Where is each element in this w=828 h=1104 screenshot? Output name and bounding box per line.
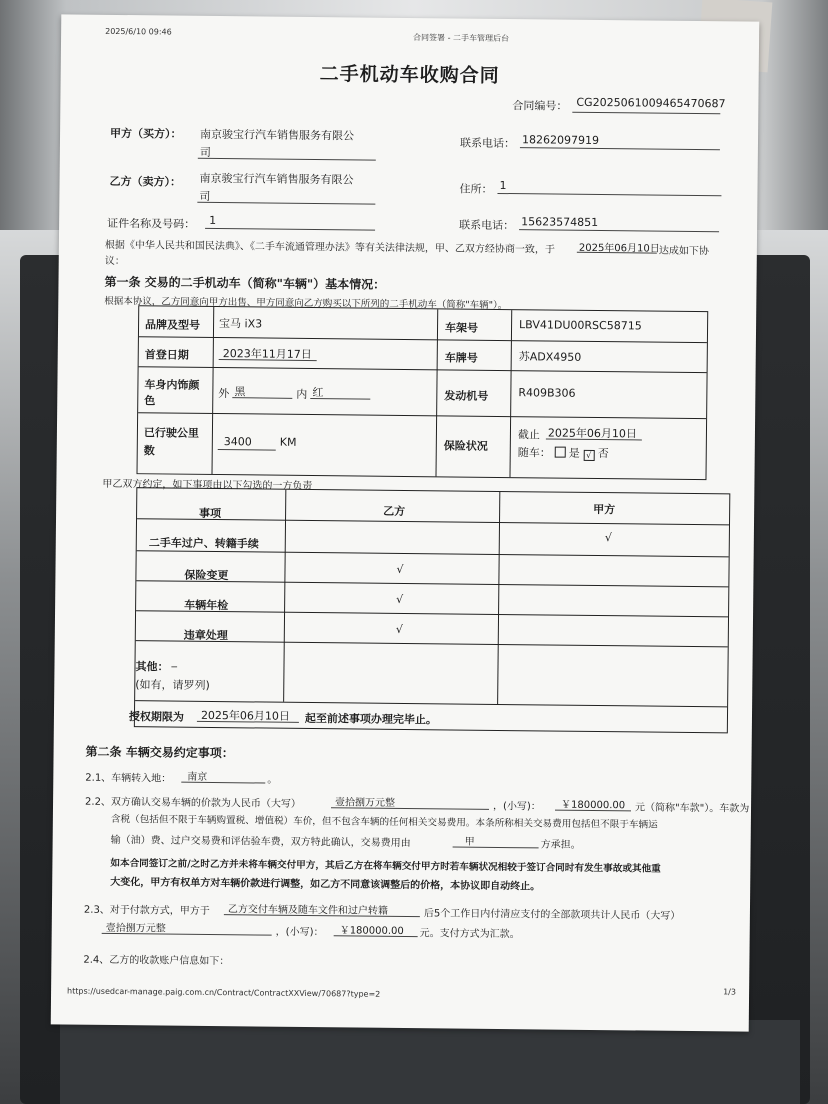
plate-value: 苏ADX4950 <box>518 350 582 364</box>
ins-follow-label: 随车： <box>517 446 551 460</box>
party-b-id-label: 证件名称及号码： <box>107 216 196 231</box>
party-b-addr-label: 住所： <box>459 182 493 196</box>
party-b-phone-label: 联系电话： <box>459 218 515 233</box>
mileage-value: 3400 <box>223 435 252 449</box>
deadline-label: 授权期限为 <box>128 710 185 724</box>
no-label: 否 <box>597 447 609 461</box>
int-prefix: 内 <box>296 387 308 401</box>
c22-line3b: 方承担。 <box>540 839 581 851</box>
c21-value: 南京 <box>187 771 208 783</box>
duty-table-intro: 甲乙双方约定，如下事项由以下勾选的一方负责 <box>102 478 313 493</box>
c23-a: 2.3、对于付款方式，甲方于 <box>83 904 210 917</box>
reg-date-value: 2023年11月17日 <box>222 347 312 362</box>
color-label-2: 色 <box>144 394 156 408</box>
duty-row-3-item: 违章处理 <box>183 628 228 643</box>
c22-line2: 含税（包括但不限于车辆购置税、增值税）车价，但不包含车辆的任何相关交易费用。本条所称相关交易费用包括但不限于车辆运 <box>110 813 658 831</box>
c22-upper: 壹拾捌万元整 <box>335 797 396 809</box>
other-note: (如有，请罗列) <box>135 678 210 692</box>
c23-condition: 乙方交付车辆及随车文件和过户转籍 <box>227 904 388 917</box>
color-label-1: 车身内饰颜 <box>144 378 200 392</box>
c22-b: ，(小写)： <box>492 800 541 813</box>
vehicle-info-table <box>136 305 708 480</box>
int-color: 红 <box>312 386 324 400</box>
other-label: 其他： <box>135 660 169 674</box>
ext-prefix: 外 <box>218 387 230 401</box>
c22-c: 元（简称"车款"）。车款为 <box>634 802 750 815</box>
vin-label: 车架号 <box>444 321 479 335</box>
c22-bold-1: 如本合同签订之前/之时乙方并未将车辆交付甲方，其后乙方在将车辆交付甲方时若车辆状况相较于签订合同时有发生事故或其他重 <box>110 857 661 875</box>
brand-label: 品牌及型号 <box>144 318 201 332</box>
ins-follow-row <box>518 444 609 461</box>
print-page-number: 1/3 <box>723 987 737 997</box>
engine-value: R409B306 <box>518 386 576 400</box>
ext-color: 黑 <box>234 385 246 399</box>
party-a-name-2: 司 <box>199 145 211 159</box>
mileage-label-1: 已行驶公里 <box>143 426 199 440</box>
party-b-name-1: 南京骏宝行汽车销售服务有限公 <box>199 171 354 187</box>
col-item-header: 事项 <box>199 506 222 521</box>
party-b-phone: 15623574851 <box>521 215 599 230</box>
insurance-label: 保险状况 <box>443 439 488 453</box>
ins-until-date: 2025年06月10日 <box>547 426 638 441</box>
preamble-text-2: 达成如下协 <box>658 245 709 258</box>
duty-row-1-b: √ <box>396 562 404 576</box>
c23-c: ，(小写)： <box>275 926 324 939</box>
article-1-intro: 根据本协议，乙方同意向甲方出售、甲方同意向乙方购买以下所列的二手机动车（简称"车辆"）。 <box>104 295 508 312</box>
c21-label: 2.1、车辆转入地： <box>85 772 172 785</box>
no-checkbox[interactable]: √ <box>583 450 594 461</box>
print-url: https://usedcar-manage.paig.com.cn/Contract/ContractXXView/70687?type=2 <box>67 986 381 999</box>
other-value: _ <box>171 654 178 668</box>
printer-base <box>60 1020 800 1104</box>
duty-row-1-item: 保险变更 <box>184 568 229 583</box>
c22-bold-2: 大变化，甲方有权单方对车辆价款进行调整，如乙方不同意该调整后的价格，本协议即自动终止。 <box>110 876 541 893</box>
party-a-name-1: 南京骏宝行汽车销售服务有限公 <box>199 127 355 143</box>
duty-row-0-a: √ <box>604 531 612 545</box>
party-b-label: 乙方（卖方）： <box>109 174 182 189</box>
reg-date-label: 首登日期 <box>144 348 189 362</box>
contract-no-label: 合同编号： <box>512 99 568 113</box>
mileage-label-2: 数 <box>143 444 155 458</box>
c22-a: 2.2、双方确认交易车辆的价款为人民币（大写） <box>85 796 302 810</box>
engine-label: 发动机号 <box>444 389 489 403</box>
c22-line3a: 输（油）费、过户交易费和评估验车费，双方特此确认，交易费用由 <box>110 834 411 850</box>
c23-d: 元。支付方式为汇款。 <box>419 928 520 941</box>
c23-amount: ￥180000.00 <box>339 925 404 938</box>
yes-label: 是 <box>568 446 580 460</box>
c23-b: 后5个工作日内付清应支付的全部款项共计人民币（大写） <box>423 908 681 922</box>
party-a-phone: 18262097919 <box>521 133 600 148</box>
contract-no-value: CG2025061009465470687 <box>576 95 726 111</box>
c22-payer: 甲 <box>464 836 475 848</box>
c22-amount: ￥180000.00 <box>560 799 626 812</box>
duty-row-2-b: √ <box>396 592 404 606</box>
c24: 2.4、乙方的收款账户信息如下： <box>83 954 230 968</box>
col-b-header: 乙方 <box>383 504 406 519</box>
preamble-date: 2025年06月10日 <box>578 242 660 255</box>
document-title: 二手机动车收购合同 <box>319 63 500 87</box>
contract-sheet <box>51 14 760 1031</box>
article-2-title: 第二条 车辆交易约定事项： <box>85 744 234 761</box>
party-a-phone-label: 联系电话： <box>459 136 516 151</box>
brand-value: 宝马 iX3 <box>219 317 263 331</box>
duty-row-3-b: √ <box>395 622 403 636</box>
preamble-text-1: 根据《中华人民共和国民法典》、《二手车流通管理办法》等有关法律法规，甲、乙双方经协商一致，于 <box>104 239 555 256</box>
duty-table <box>128 487 730 733</box>
col-a-header: 甲方 <box>593 502 616 517</box>
mileage-unit: KM <box>279 435 297 449</box>
print-page-title: 合同签署 - 二手车管理后台 <box>413 33 510 44</box>
c23-upper: 壹拾捌万元整 <box>105 922 166 935</box>
duty-row-2-item: 车辆年检 <box>184 598 229 613</box>
plate-label: 车牌号 <box>444 351 478 365</box>
party-b-id: 1 <box>209 213 217 228</box>
duty-row-0-item: 二手车过户、转籍手续 <box>148 536 259 551</box>
yes-checkbox[interactable] <box>554 447 565 458</box>
vin-value: LBV41DU00RSC58715 <box>519 318 642 333</box>
party-a-label: 甲方（买方）： <box>109 126 182 141</box>
ins-until-prefix: 截止 <box>517 428 540 442</box>
article-1-title: 第一条 交易的二手机动车（简称"车辆"）基本情况： <box>104 274 386 292</box>
deadline-date: 2025年06月10日 <box>200 708 291 723</box>
print-datetime: 2025/6/10 09:46 <box>105 26 172 37</box>
preamble-text-3: 议： <box>104 255 125 268</box>
deadline-tail: 起至前述事项办理完毕止。 <box>304 711 438 727</box>
party-b-addr: 1 <box>499 178 507 193</box>
party-b-name-2: 司 <box>199 189 211 203</box>
c21-tail: 。 <box>267 774 278 786</box>
